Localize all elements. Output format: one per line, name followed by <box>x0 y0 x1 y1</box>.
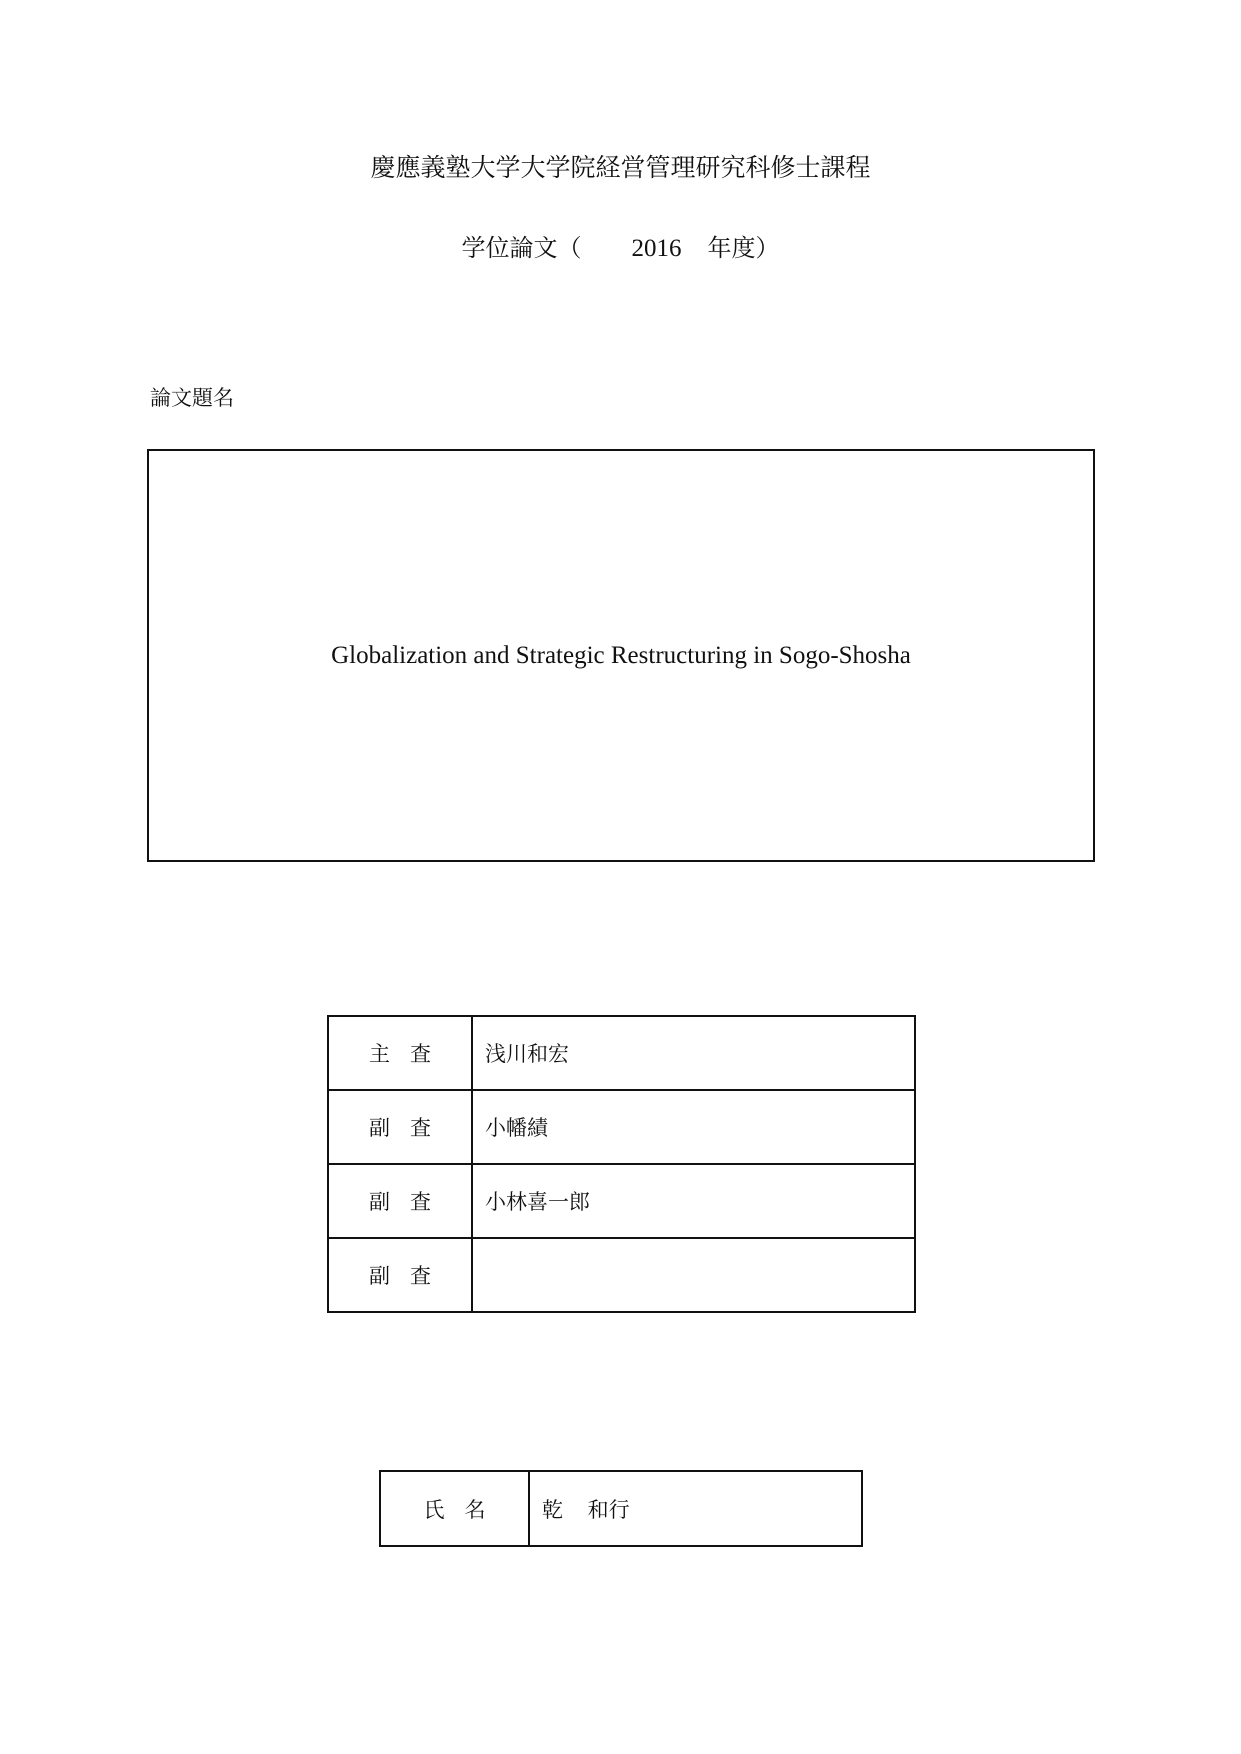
student-table <box>379 1470 863 1547</box>
examiner-role: 副査 <box>328 1238 472 1312</box>
degree-year-line <box>0 228 1241 263</box>
student-name-label: 氏名 <box>380 1471 529 1546</box>
student-name: 乾 和行 <box>529 1471 862 1546</box>
examiner-role: 副査 <box>328 1090 472 1164</box>
examiner-name: 小幡績 <box>472 1090 915 1164</box>
examiner-role: 副査 <box>328 1164 472 1238</box>
table-row <box>328 1164 915 1238</box>
examiner-name: 浅川和宏 <box>472 1016 915 1090</box>
thesis-title-box <box>147 449 1095 862</box>
table-row <box>328 1238 915 1312</box>
thesis-title-label: 論文題名 <box>150 386 234 410</box>
examiner-role: 主査 <box>328 1016 472 1090</box>
degree-year: 2016 <box>631 235 682 262</box>
examiner-name <box>472 1238 915 1312</box>
university-program: 慶應義塾大学大学院経営管理研究科修士課程 <box>370 153 871 182</box>
thesis-title: Globalization and Strategic Restructuring in Sogo-Shosha <box>331 641 911 669</box>
table-row <box>380 1471 862 1546</box>
degree-prefix: 学位論文（ <box>461 234 582 262</box>
examiner-name: 小林喜一郎 <box>472 1164 915 1238</box>
degree-suffix: 年度） <box>707 234 780 262</box>
table-row <box>328 1016 915 1090</box>
table-row <box>328 1090 915 1164</box>
examiner-table <box>327 1015 916 1313</box>
